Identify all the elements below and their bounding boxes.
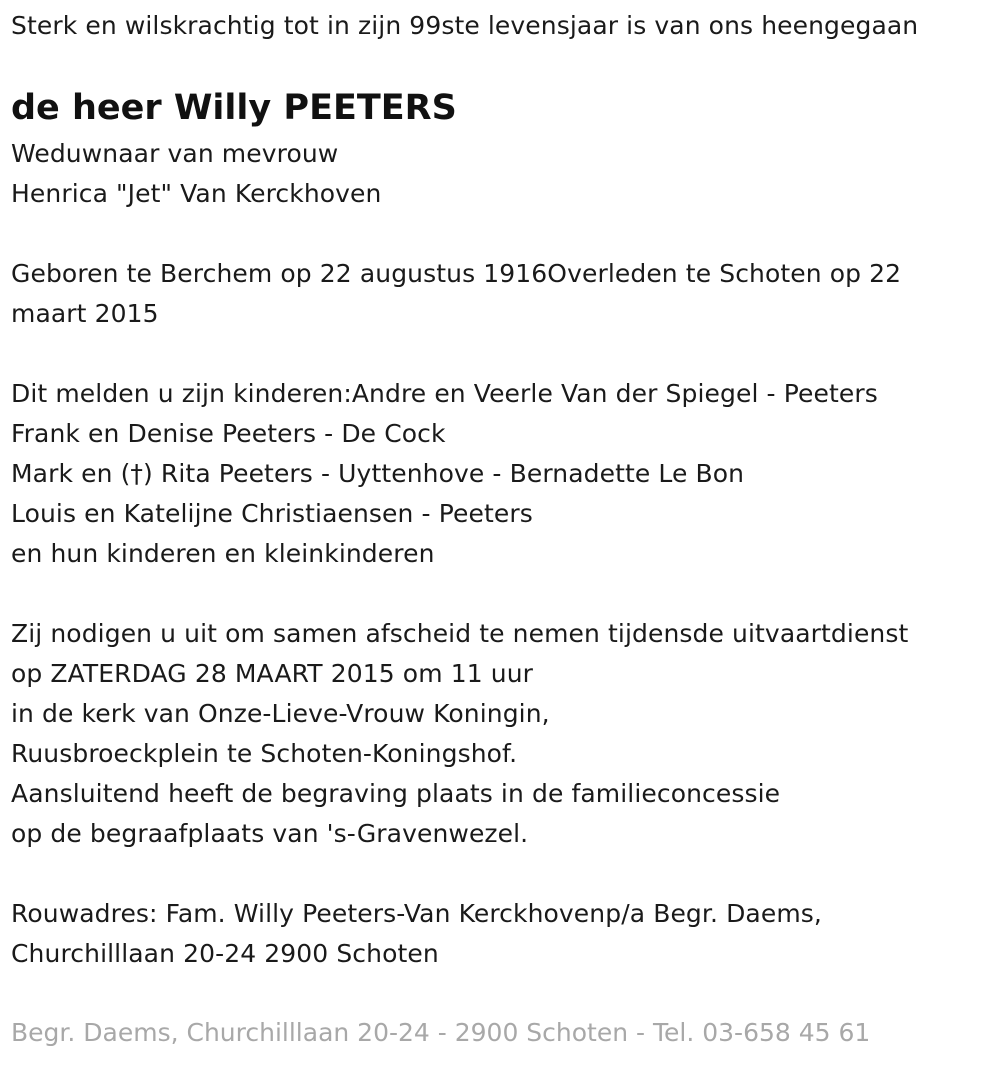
ceremony-line-1: Zij nodigen u uit om samen afscheid te nemen tijdensde uitvaartdienst	[11, 619, 909, 648]
address-line-1: Rouwadres: Fam. Willy Peeters-Van Kerckhovenp/a Begr. Daems,	[11, 899, 822, 928]
ceremony-line-6: op de begraafplaats van 's-Gravenwezel.	[11, 819, 529, 848]
deceased-name: de heer Willy PEETERS	[11, 88, 457, 128]
family-line-1: Dit melden u zijn kinderen:Andre en Veerle Van der Spiegel - Peeters	[11, 379, 878, 408]
spacer	[11, 334, 990, 374]
address-line-2: Churchilllaan 20-24 2900 Schoten	[11, 939, 439, 968]
family-line-4: Louis en Katelijne Christiaensen - Peeters	[11, 499, 533, 528]
family-line-3: Mark en (†) Rita Peeters - Uyttenhove - Bernadette Le Bon	[11, 459, 745, 488]
spouse-line-2: Henrica "Jet" Van Kerckhoven	[11, 179, 382, 208]
ceremony-line-5: Aansluitend heeft de begraving plaats in de familieconcessie	[11, 779, 781, 808]
spouse-line-1: Weduwnaar van mevrouw	[11, 139, 339, 168]
spacer	[11, 854, 990, 894]
ceremony-line-2: op ZATERDAG 28 MAART 2015 om 11 uur	[11, 659, 534, 688]
ceremony-line-4: Ruusbroeckplein te Schoten-Koningshof.	[11, 739, 518, 768]
family-line-2: Frank en Denise Peeters - De Cock	[11, 419, 446, 448]
birth-death-line-1: Geboren te Berchem op 22 augustus 1916Overleden te Schoten op 22	[11, 259, 902, 288]
birth-death-line-2: maart 2015	[11, 299, 159, 328]
ceremony-line-3: in de kerk van Onze-Lieve-Vrouw Koningin,	[11, 699, 550, 728]
funeral-home-footer: Begr. Daems, Churchilllaan 20-24 - 2900 Schoten - Tel. 03-658 45 61	[11, 1018, 871, 1047]
spacer	[11, 574, 990, 614]
spacer	[11, 214, 990, 254]
family-line-5: en hun kinderen en kleinkinderen	[11, 539, 435, 568]
intro-text: Sterk en wilskrachtig tot in zijn 99ste levensjaar is van ons heengegaan	[11, 11, 919, 40]
